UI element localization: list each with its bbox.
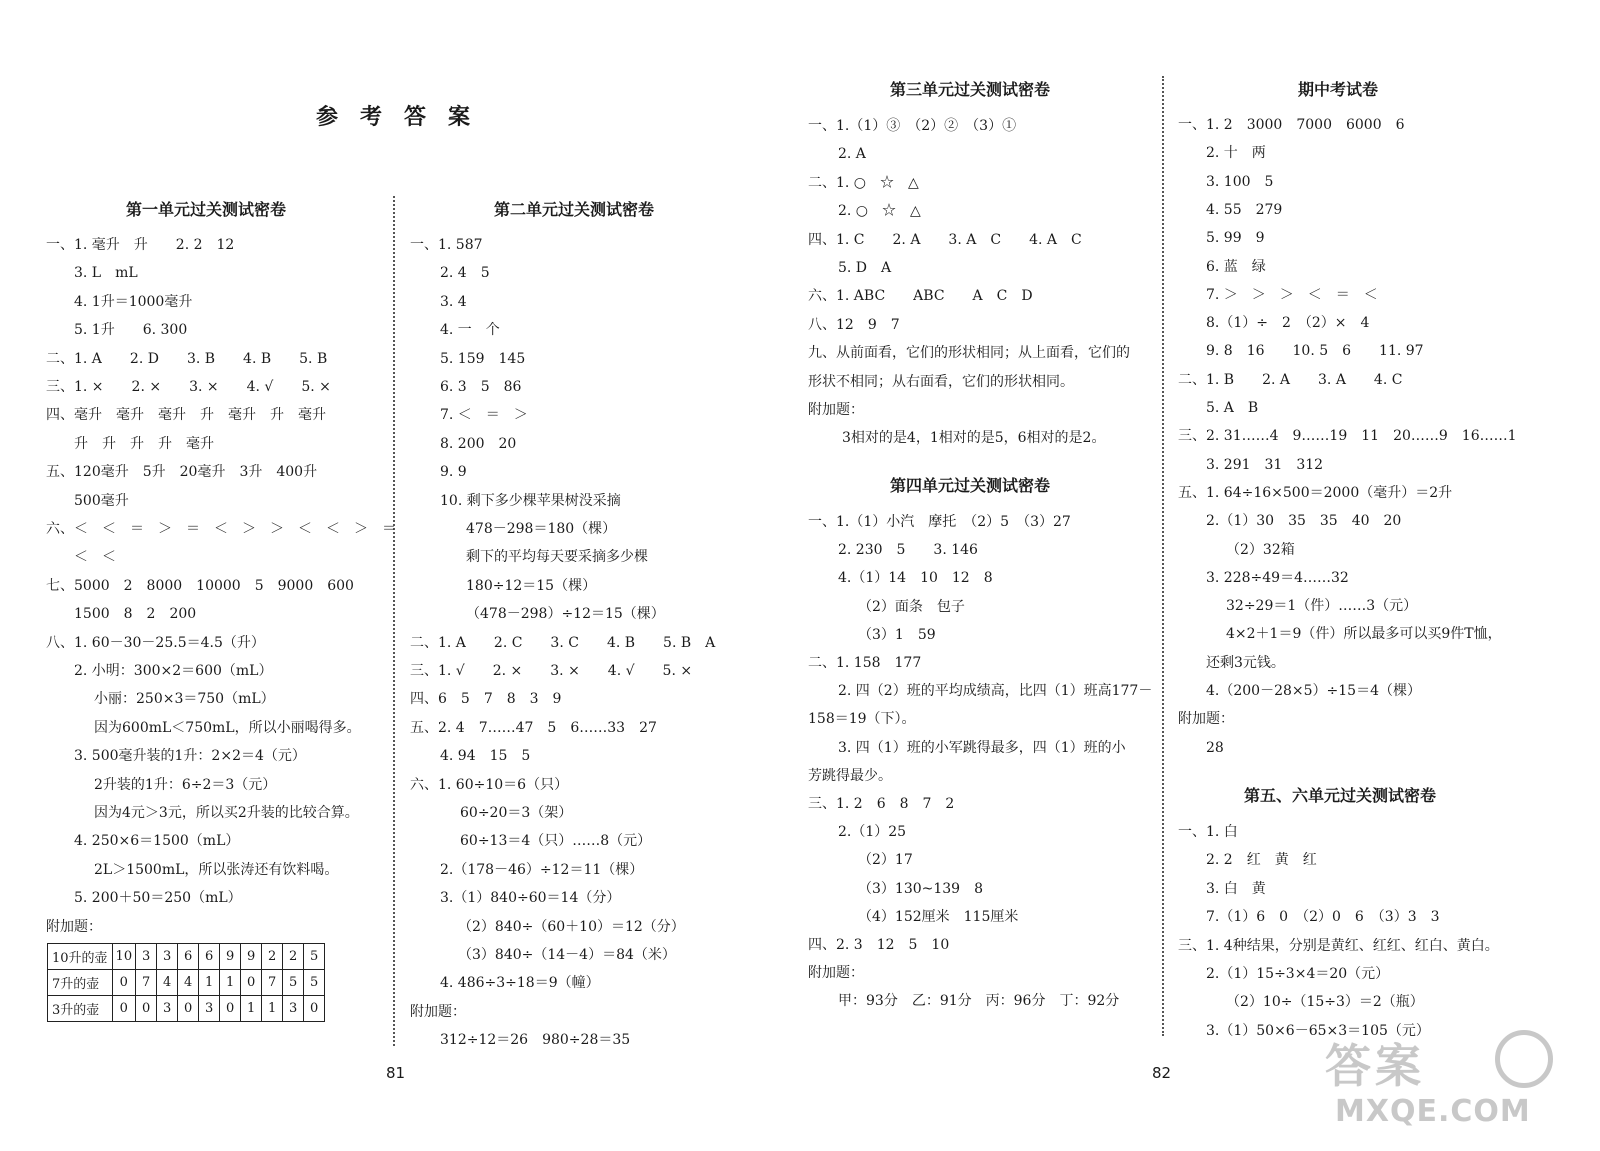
- unit1-answer-line: 3. L mL: [74, 265, 138, 282]
- unit4-answer-line: 2.（1）25: [838, 824, 907, 841]
- unit2-answer-line: 4. 94 15 5: [440, 748, 531, 765]
- unit2-answer-line: 二、1. A 2. C 3. C 4. B 5. B A: [410, 634, 716, 651]
- unit1-answer-line: 八、1. 60－30－25.5＝4.5（升）: [46, 634, 265, 651]
- table-cell: 3: [283, 996, 304, 1022]
- unit2-answer-line: （478－298）÷12＝15（棵）: [466, 606, 665, 623]
- unit2-answer-line: 四、6 5 7 8 3 9: [410, 691, 562, 708]
- unit2-answer-line: 附加题：: [410, 1003, 466, 1020]
- unit2-answer-line: 7. ＜ ＝ ＞: [440, 407, 528, 424]
- unit1-answer-line: 5. 1升 6. 300: [74, 322, 188, 339]
- unit1-answer-line: 因为4元＞3元，所以买2升装的比较合算。: [94, 805, 359, 821]
- unit1-answer-line: 小丽：250×3＝750（mL）: [94, 691, 275, 708]
- unit3-answer-line: 2. A: [838, 146, 866, 163]
- unit56-answer-line: 2.（1）15÷3×4＝20（元）: [1206, 966, 1390, 982]
- watermark-seal-icon: [1495, 1030, 1553, 1088]
- unit2-title: 第二单元过关测试密卷: [494, 200, 655, 219]
- midterm-answer-line: 9. 8 16 10. 5 6 11. 97: [1206, 343, 1424, 360]
- unit3-answer-line: 八、12 9 7: [808, 316, 900, 333]
- midterm-answer-line: 2. 十 两: [1206, 145, 1266, 162]
- unit4-answer-line: （3）1 59: [858, 626, 936, 643]
- unit1-answer-line: 2升装的1升：6÷2＝3（元）: [94, 776, 277, 793]
- unit1-answer-line: 2L＞1500mL，所以张涛还有饮料喝。: [94, 861, 339, 878]
- table-row: [48, 970, 325, 996]
- table-cell: 4: [157, 970, 178, 996]
- table-cell: 4: [178, 970, 199, 996]
- watermark-text: 答案: [1325, 1039, 1425, 1093]
- unit1-answer-line: 1500 8 2 200: [74, 606, 197, 623]
- unit2-answer-line: 4. 一 个: [440, 322, 500, 339]
- unit3-answer-line: 一、1.（1）③ （2）② （3）①: [808, 118, 1017, 134]
- unit2-answer-line: 10. 剩下多少棵苹果树没采摘: [440, 492, 621, 509]
- table-cell: 5: [304, 970, 325, 996]
- unit4-answer-line: 3. 四（1）班的小军跳得最多，四（1）班的小: [838, 739, 1126, 756]
- table-cell: 7: [136, 970, 157, 996]
- unit2-answer-line: 3. 4: [440, 293, 467, 310]
- page-number-left: 81: [386, 1064, 406, 1082]
- midterm-answer-line: 二、1. B 2. A 3. A 4. C: [1178, 371, 1403, 388]
- midterm-answer-line: 4.（200－28×5）÷15＝4（棵）: [1206, 683, 1421, 699]
- table-row-header: 3升的壶: [48, 996, 113, 1022]
- midterm-answer-line: 32÷29＝1（件）……3（元）: [1226, 598, 1418, 615]
- unit4-answer-line: （2）17: [858, 852, 913, 869]
- watermark-url: MXQE.COM: [1335, 1094, 1531, 1129]
- midterm-answer-line: 2.（1）30 35 35 40 20: [1206, 513, 1402, 530]
- unit1-answer-line: 六、＜ ＜ ＝ ＞ ＝ ＜ ＞ ＞ ＜ ＜ ＞ ＝: [46, 521, 396, 537]
- unit4-answer-line: 二、1. 158 177: [808, 655, 922, 671]
- unit4-answer-line: 2. 四（2）班的平均成绩高，比四（1）班高177－: [838, 683, 1153, 700]
- table-cell: 9: [241, 944, 262, 970]
- unit4-answer-line: （2）面条 包子: [858, 598, 965, 615]
- unit56-answer-line: 一、1. 白: [1178, 824, 1238, 840]
- midterm-answer-line: 三、2. 31……4 9……19 11 20……9 16……1: [1178, 428, 1517, 445]
- unit1-answer-line: 二、1. A 2. D 3. B 4. B 5. B: [46, 350, 328, 367]
- unit56-answer-line: （2）10÷（15÷3）＝2（瓶）: [1226, 994, 1424, 1011]
- table-cell: 6: [178, 944, 199, 970]
- table-cell: 3: [157, 996, 178, 1022]
- unit3-answer-line: 附加题：: [808, 402, 864, 418]
- watermark-logo: [1325, 1030, 1565, 1140]
- unit1-answer-line: 一、1. 毫升 升 2. 2 12: [46, 237, 235, 253]
- table-cell: 7: [262, 970, 283, 996]
- unit2-answer-line: 2. 4 5: [440, 265, 490, 282]
- unit3-answer-line: 5. D A: [838, 260, 892, 276]
- unit4-answer-line: 芳跳得最少。: [808, 767, 892, 784]
- table-row: [48, 944, 325, 970]
- unit3-answer-line: 九、从前面看，它们的形状相同；从上面看，它们的: [808, 345, 1130, 362]
- midterm-answer-line: 还剩3元钱。: [1206, 654, 1285, 671]
- unit4-answer-line: （4）152厘米 115厘米: [858, 908, 1019, 925]
- unit56-answer-line: 3.（1）50×6－65×3＝105（元）: [1206, 1022, 1430, 1039]
- unit4-answer-line: 2. 230 5 3. 146: [838, 542, 978, 559]
- unit56-answer-line: 3. 白 黄: [1206, 880, 1266, 897]
- unit2-answer-line: 60÷13＝4（只）……8（元）: [460, 833, 652, 850]
- unit4-answer-line: 附加题：: [808, 965, 864, 982]
- unit2-answer-line: （3）840÷（14－4）＝84（米）: [458, 947, 676, 963]
- table-cell: 9: [220, 944, 241, 970]
- unit4-answer-line: 4.（1）14 10 12 8: [838, 570, 993, 587]
- unit2-answer-line: 一、1. 587: [410, 237, 483, 253]
- unit3-answer-line: 形状不相同；从右面看，它们的形状相同。: [808, 373, 1074, 390]
- table-cell: 0: [112, 970, 136, 996]
- unit2-answer-line: 六、1. 60÷10＝6（只）: [410, 776, 569, 793]
- unit4-answer-line: 158＝19（下）。: [808, 711, 916, 728]
- table-cell: 1: [262, 996, 283, 1022]
- unit1-answer-line: 七、5000 2 8000 10000 5 9000 600: [46, 577, 354, 594]
- midterm-answer-line: 4. 55 279: [1206, 201, 1283, 218]
- table-cell: 0: [178, 996, 199, 1022]
- table-cell: 0: [241, 970, 262, 996]
- unit1-answer-line: ＜ ＜: [74, 549, 116, 566]
- table-cell: 5: [283, 970, 304, 996]
- unit1-answer-line: 五、120毫升 5升 20毫升 3升 400升: [46, 464, 318, 481]
- unit1-answer-line: 四、毫升 毫升 毫升 升 毫升 升 毫升: [46, 407, 326, 424]
- table-cell: 1: [241, 996, 262, 1022]
- unit2-answer-line: 9. 9: [440, 464, 467, 481]
- unit4-title: 第四单元过关测试密卷: [890, 476, 1051, 495]
- unit1-answer-line: 升 升 升 升 毫升: [74, 435, 214, 452]
- unit1-title: 第一单元过关测试密卷: [126, 200, 287, 219]
- unit3-answer-line: 四、1. C 2. A 3. A C 4. A C: [808, 231, 1082, 248]
- unit2-answer-line: 3.（1）840÷60＝14（分）: [440, 890, 621, 907]
- table-cell: 2: [283, 944, 304, 970]
- midterm-answer-line: 3. 291 31 312: [1206, 456, 1324, 473]
- unit1-answer-line: 3. 500毫升装的1升：2×2＝4（元）: [74, 748, 306, 765]
- unit3-answer-line: 3相对的是4，1相对的是5，6相对的是2。: [842, 430, 1106, 447]
- unit2-answer-line: 2.（178－46）÷12＝11（棵）: [440, 861, 644, 878]
- unit3-answer-line: 二、1. ○ ☆ △: [808, 174, 919, 191]
- pouring-table: [47, 943, 325, 1022]
- unit1-answer-line: 2. 小明：300×2＝600（mL）: [74, 663, 273, 679]
- unit1-answer-line: 4. 1升＝1000毫升: [74, 293, 193, 310]
- unit56-answer-line: 三、1. 4种结果，分别是黄红、红红、红白、黄白。: [1178, 937, 1499, 954]
- midterm-answer-line: 7. ＞ ＞ ＞ ＜ ＝ ＜: [1206, 286, 1378, 303]
- unit4-answer-line: 一、1.（1）小汽 摩托 （2）5 （3）27: [808, 514, 1071, 530]
- table-row-header: 7升的壶: [48, 970, 113, 996]
- midterm-answer-line: 附加题：: [1178, 711, 1234, 728]
- unit2-answer-line: （2）840÷（60＋10）＝12（分）: [458, 918, 685, 935]
- unit4-answer-line: 甲：93分 乙：91分 丙：96分 丁：92分: [838, 993, 1120, 1010]
- table-cell: 3: [157, 944, 178, 970]
- midterm-answer-line: （2）32箱: [1226, 541, 1295, 558]
- table-cell: 10: [112, 944, 136, 970]
- unit2-answer-line: 5. 159 145: [440, 350, 526, 367]
- unit56-answer-line: 7.（1）6 0 （2）0 6 （3）3 3: [1206, 909, 1440, 926]
- page-number-right: 82: [1152, 1064, 1172, 1082]
- unit2-answer-line: 6. 3 5 86: [440, 379, 522, 395]
- unit3-answer-line: 2. ○ ☆ △: [838, 203, 921, 220]
- midterm-answer-line: 5. 99 9: [1206, 230, 1265, 247]
- midterm-answer-line: 5. A B: [1206, 400, 1259, 416]
- midterm-answer-line: 4×2＋1＝9（件）所以最多可以买9件T恤，: [1226, 626, 1502, 643]
- unit56-title: 第五、六单元过关测试密卷: [1244, 786, 1437, 805]
- table-cell: 3: [199, 996, 220, 1022]
- unit3-answer-line: 六、1. ABC ABC A C D: [808, 288, 1033, 305]
- midterm-answer-line: 3. 100 5: [1206, 173, 1274, 190]
- table-cell: 0: [304, 996, 325, 1022]
- midterm-answer-line: 3. 228÷49＝4……32: [1206, 569, 1349, 586]
- midterm-answer-line: 6. 蓝 绿: [1206, 258, 1266, 275]
- main-title: 参考答案: [316, 104, 493, 130]
- unit2-answer-line: 剩下的平均每天要采摘多少棵: [466, 549, 648, 566]
- table-cell: 5: [304, 944, 325, 970]
- unit4-answer-line: 四、2. 3 12 5 10: [808, 937, 950, 953]
- unit2-answer-line: 8. 200 20: [440, 435, 517, 452]
- table-cell: 6: [199, 944, 220, 970]
- unit2-answer-line: 三、1. √ 2. × 3. × 4. √ 5. ×: [410, 663, 693, 679]
- column-divider-right: [1162, 76, 1164, 1036]
- table-row-header: 10升的壶: [48, 944, 113, 970]
- unit56-answer-line: 2. 2 红 黄 红: [1206, 852, 1317, 869]
- unit1-answer-line: 4. 250×6＝1500（mL）: [74, 833, 240, 850]
- midterm-answer-line: 五、1. 64÷16×500＝2000（毫升）＝2升: [1178, 484, 1453, 501]
- table-cell: 1: [199, 970, 220, 996]
- midterm-answer-line: 8.（1）÷ 2 （2）× 4: [1206, 315, 1370, 332]
- unit2-answer-line: 60÷20＝3（架）: [460, 805, 573, 821]
- unit1-answer-line: 5. 200＋50＝250（mL）: [74, 890, 242, 907]
- unit4-answer-line: 三、1. 2 6 8 7 2: [808, 796, 955, 812]
- table-row: [48, 996, 325, 1022]
- table-cell: 3: [136, 944, 157, 970]
- table-cell: 0: [112, 996, 136, 1022]
- unit1-answer-line: 因为600mL＜750mL，所以小丽喝得多。: [94, 719, 361, 736]
- unit4-answer-line: （3）130~139 8: [858, 880, 983, 897]
- unit2-answer-line: 4. 486÷3÷18＝9（幢）: [440, 975, 600, 992]
- unit3-title: 第三单元过关测试密卷: [890, 80, 1051, 99]
- midterm-answer-line: 一、1. 2 3000 7000 6000 6: [1178, 117, 1405, 133]
- unit1-answer-line: 附加题：: [46, 918, 102, 935]
- table-cell: 0: [220, 996, 241, 1022]
- unit1-answer-line: 三、1. × 2. × 3. × 4. √ 5. ×: [46, 379, 331, 395]
- table-cell: 1: [220, 970, 241, 996]
- unit2-answer-line: 五、2. 4 7……47 5 6……33 27: [410, 719, 657, 736]
- table-cell: 2: [262, 944, 283, 970]
- table-cell: 0: [136, 996, 157, 1022]
- midterm-answer-line: 28: [1206, 739, 1224, 756]
- unit2-answer-line: 312÷12＝26 980÷28＝35: [440, 1032, 631, 1049]
- unit2-answer-line: 180÷12＝15（棵）: [466, 577, 597, 594]
- unit2-answer-line: 478－298＝180（棵）: [466, 521, 617, 537]
- column-divider-left: [393, 196, 395, 1046]
- unit1-answer-line: 500毫升: [74, 492, 129, 509]
- midterm-title: 期中考试卷: [1298, 80, 1379, 99]
